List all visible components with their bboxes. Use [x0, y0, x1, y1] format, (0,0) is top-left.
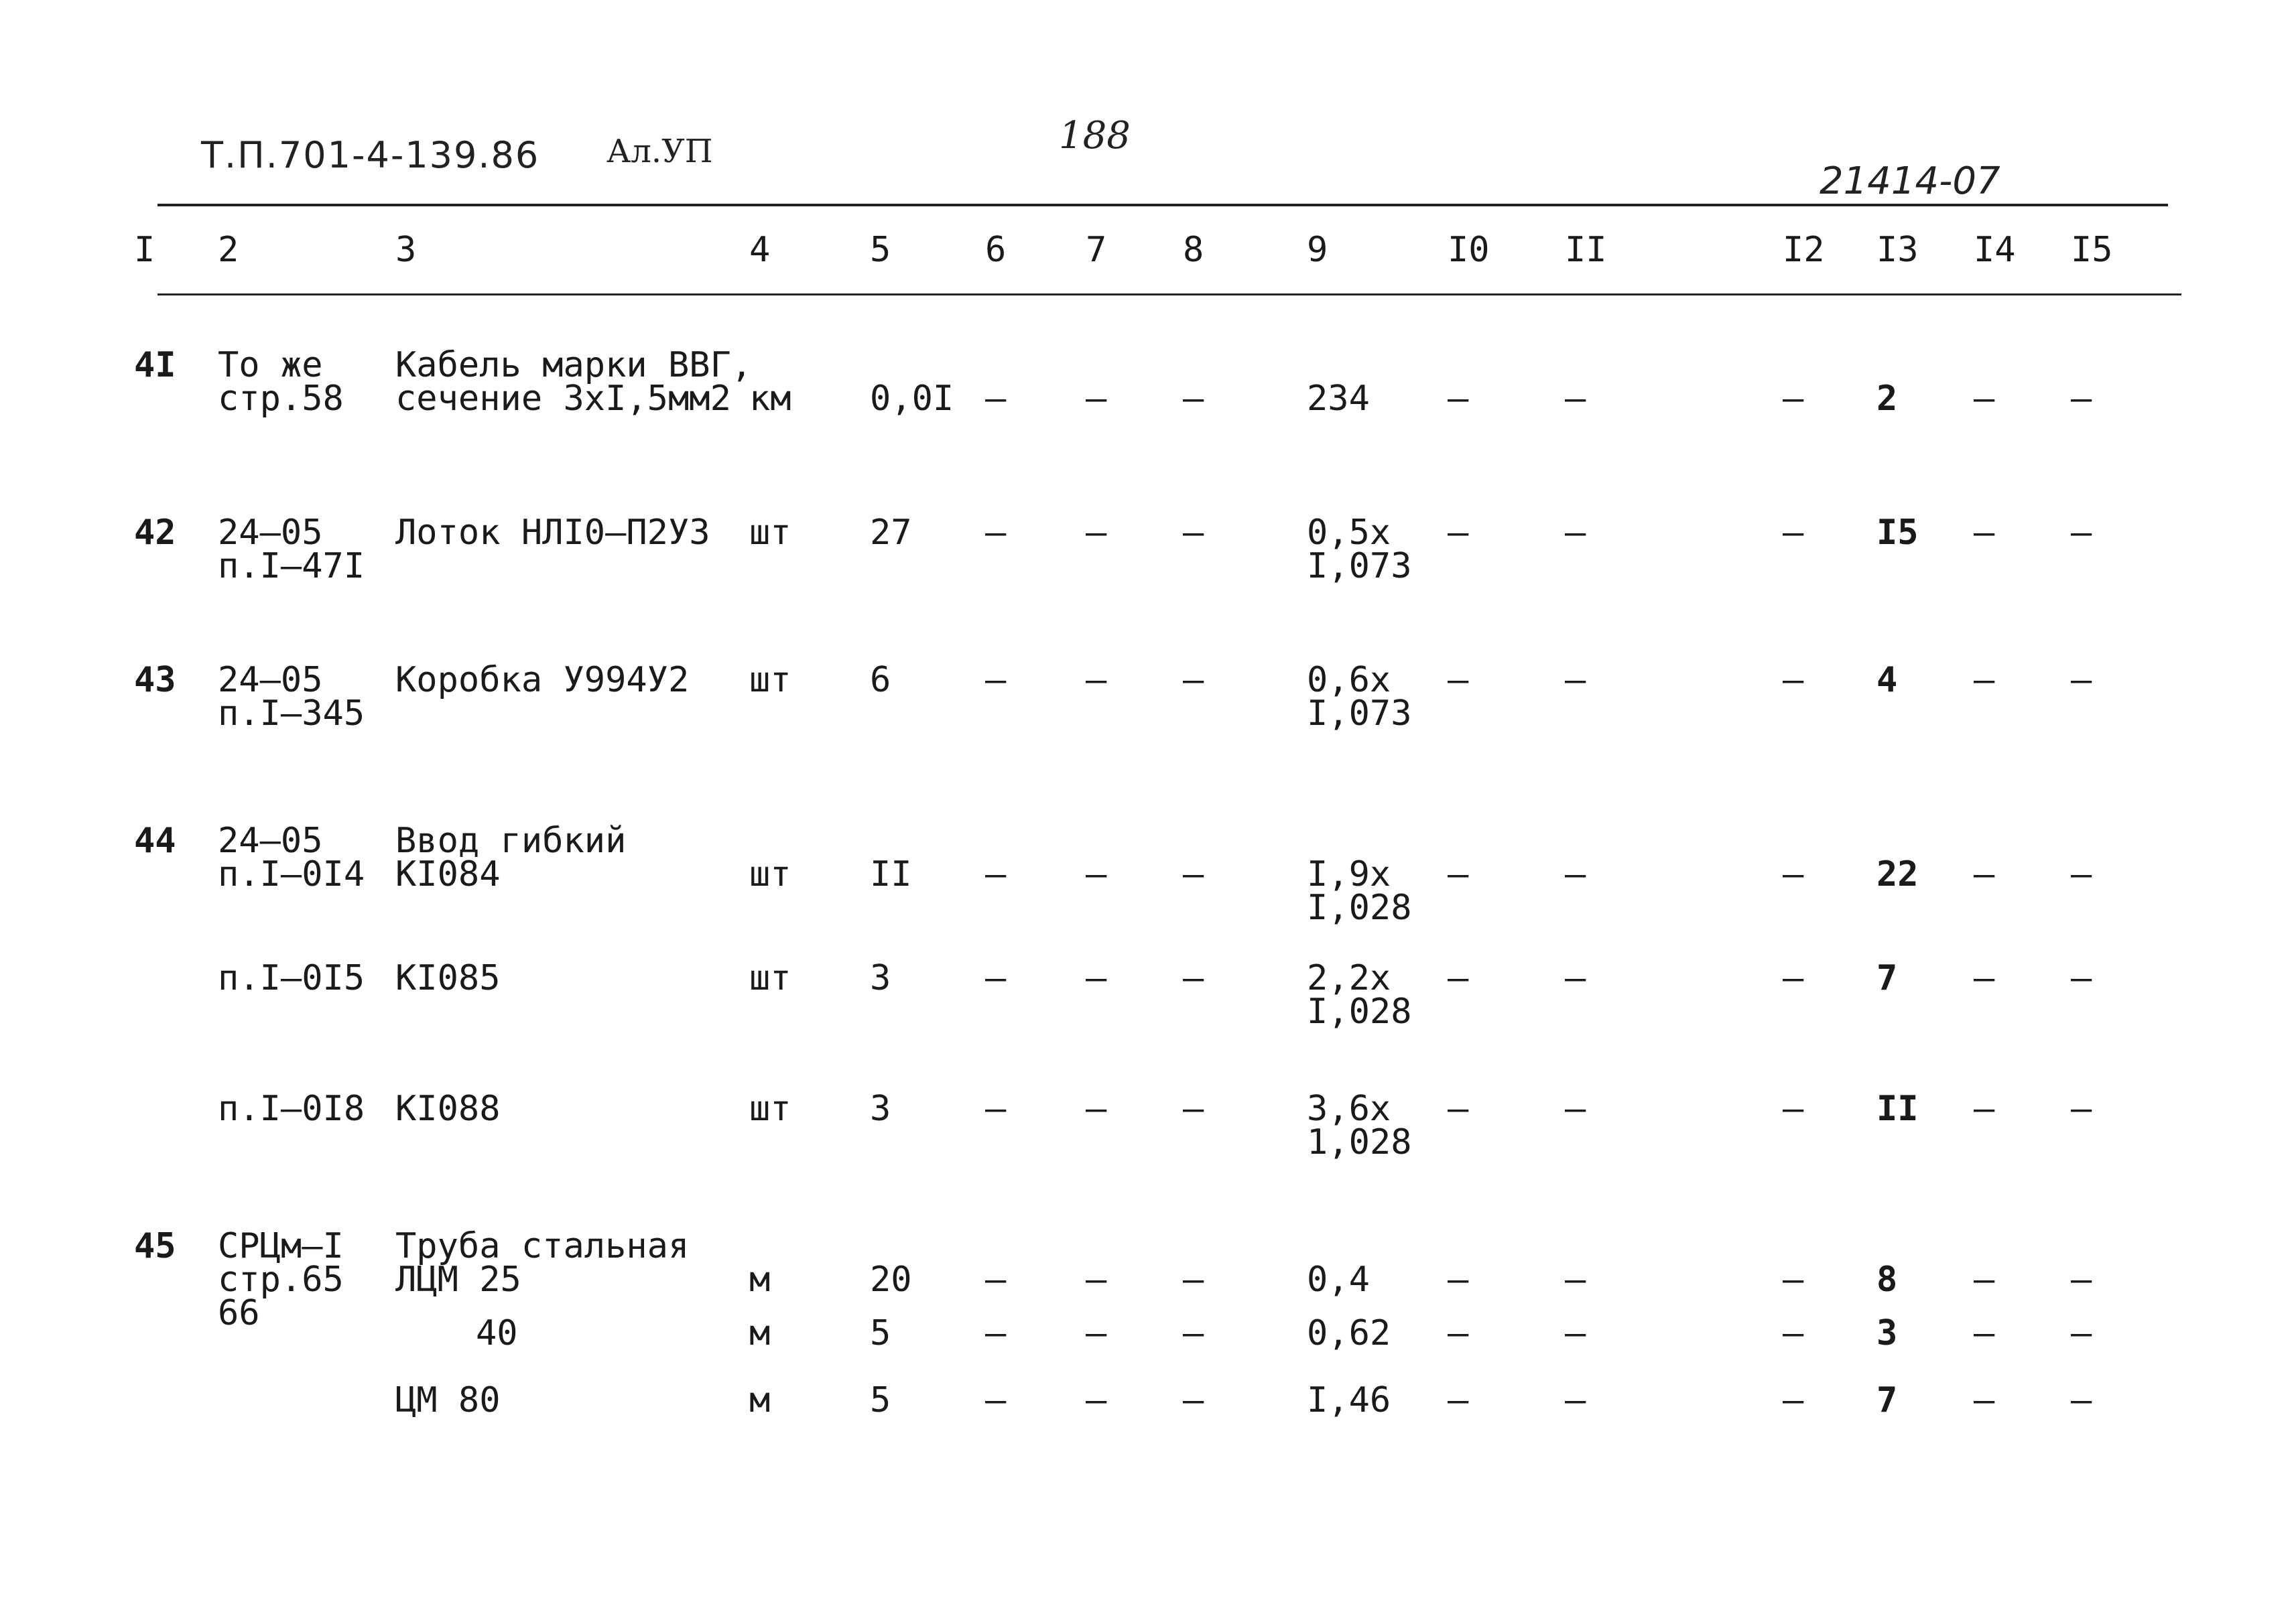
- cell-col-15: –: [2071, 1260, 2092, 1300]
- cell-col-8: –: [1183, 660, 1204, 700]
- cell-quantity: II: [870, 854, 912, 894]
- sheet-label: Ал.УП: [607, 133, 713, 170]
- cell-col-13: 7: [1876, 958, 1898, 998]
- cell-col-12: –: [1783, 1260, 1804, 1300]
- cell-col-9: 234: [1307, 379, 1370, 419]
- cell-quantity: 5: [870, 1380, 891, 1420]
- cell-col-6: –: [985, 1380, 1007, 1420]
- column-header-15: I5: [2071, 230, 2113, 270]
- cell-col-12: –: [1783, 660, 1804, 700]
- cell-unit: м: [749, 1313, 771, 1353]
- cell-col-8: –: [1183, 1089, 1204, 1129]
- cell-reference: 24–05 п.I–345: [218, 660, 365, 734]
- cell-col-10: –: [1448, 854, 1469, 894]
- cell-col-15: –: [2071, 854, 2092, 894]
- cell-row-number: 45: [134, 1226, 176, 1266]
- cell-col-8: –: [1183, 513, 1204, 553]
- cell-quantity: 6: [870, 660, 891, 700]
- column-header-13: I3: [1876, 230, 1919, 270]
- cell-col-6: –: [985, 660, 1007, 700]
- cell-col-10: –: [1448, 1260, 1469, 1300]
- cell-col-7: –: [1086, 1260, 1107, 1300]
- cell-col-11: –: [1565, 660, 1586, 700]
- cell-item-name: Кабель марки ВВГ, сечение 3хI,5мм2: [395, 345, 753, 419]
- cell-item-name: Коробка У994У2: [395, 660, 690, 700]
- cell-col-14: –: [1974, 1089, 1995, 1129]
- column-header-5: 5: [870, 230, 891, 270]
- cell-col-9: I,9х I,028: [1307, 854, 1412, 928]
- cell-row-number: 4I: [134, 345, 176, 385]
- cell-col-13: I5: [1876, 513, 1919, 553]
- cell-reference: СРЦм–I стр.65 66: [218, 1226, 344, 1333]
- cell-col-6: –: [985, 958, 1007, 998]
- cell-col-9: 0,5х I,073: [1307, 513, 1412, 586]
- column-header-4: 4: [749, 230, 771, 270]
- cell-col-8: –: [1183, 1260, 1204, 1300]
- column-header-11: II: [1565, 230, 1607, 270]
- cell-quantity: 3: [870, 958, 891, 998]
- cell-col-15: –: [2071, 660, 2092, 700]
- cell-col-6: –: [985, 1313, 1007, 1353]
- cell-unit: м: [749, 1260, 771, 1300]
- cell-col-11: –: [1565, 1260, 1586, 1300]
- cell-col-12: –: [1783, 958, 1804, 998]
- cell-col-7: –: [1086, 854, 1107, 894]
- cell-col-13: 4: [1876, 660, 1898, 700]
- cell-col-11: –: [1565, 1089, 1586, 1129]
- cell-col-6: –: [985, 854, 1007, 894]
- cell-col-7: –: [1086, 513, 1107, 553]
- cell-col-10: –: [1448, 1380, 1469, 1420]
- cell-col-7: –: [1086, 958, 1107, 998]
- cell-unit: м: [749, 1380, 771, 1420]
- cell-unit: шт: [749, 854, 791, 894]
- cell-col-11: –: [1565, 1380, 1586, 1420]
- cell-quantity: 5: [870, 1313, 891, 1353]
- cell-row-number: 43: [134, 660, 176, 700]
- cell-col-15: –: [2071, 1380, 2092, 1420]
- cell-col-13: 2: [1876, 379, 1898, 419]
- cell-unit: км: [749, 379, 791, 419]
- cell-col-12: –: [1783, 854, 1804, 894]
- cell-col-7: –: [1086, 379, 1107, 419]
- cell-reference: 24–05 п.I–0I4: [218, 821, 365, 894]
- cell-quantity: 20: [870, 1260, 912, 1300]
- column-header-12: I2: [1783, 230, 1825, 270]
- column-header-9: 9: [1307, 230, 1328, 270]
- cell-col-15: –: [2071, 958, 2092, 998]
- column-header-14: I4: [1974, 230, 2016, 270]
- column-header-10: I0: [1448, 230, 1490, 270]
- cell-reference: 24–05 п.I–47I: [218, 513, 365, 586]
- cell-item-name: КI088: [395, 1089, 501, 1129]
- cell-row-number: 44: [134, 821, 176, 861]
- cell-unit: шт: [749, 660, 791, 700]
- cell-col-7: –: [1086, 1313, 1107, 1353]
- cell-col-10: –: [1448, 379, 1469, 419]
- cell-item-name: ЦМ 80: [395, 1380, 501, 1420]
- cell-col-15: –: [2071, 1089, 2092, 1129]
- cell-col-14: –: [1974, 958, 1995, 998]
- cell-col-13: 22: [1876, 854, 1919, 894]
- cell-col-8: –: [1183, 1313, 1204, 1353]
- cell-col-6: –: [985, 379, 1007, 419]
- cell-col-8: –: [1183, 958, 1204, 998]
- header-rule: [157, 293, 2181, 295]
- cell-item-name: Труба стальная ЛЦМ 25: [395, 1226, 690, 1300]
- cell-col-9: 3,6х 1,028: [1307, 1089, 1412, 1162]
- column-header-6: 6: [985, 230, 1007, 270]
- cell-col-15: –: [2071, 513, 2092, 553]
- cell-reference: То же стр.58: [218, 345, 344, 419]
- cell-quantity: 27: [870, 513, 912, 553]
- page-number: 188: [1059, 114, 1131, 157]
- column-header-8: 8: [1183, 230, 1204, 270]
- cell-col-14: –: [1974, 1380, 1995, 1420]
- cell-col-6: –: [985, 1260, 1007, 1300]
- cell-item-name: 40: [476, 1313, 518, 1353]
- cell-col-7: –: [1086, 1380, 1107, 1420]
- cell-item-name: Ввод гибкий КI084: [395, 821, 627, 894]
- column-header-2: 2: [218, 230, 239, 270]
- column-header-1: I: [134, 230, 155, 270]
- top-rule: [157, 204, 2168, 206]
- cell-col-11: –: [1565, 854, 1586, 894]
- cell-col-6: –: [985, 513, 1007, 553]
- inventory-number: 21414-07: [1820, 159, 2000, 203]
- cell-col-15: –: [2071, 1313, 2092, 1353]
- cell-unit: шт: [749, 513, 791, 553]
- cell-unit: шт: [749, 958, 791, 998]
- cell-col-9: 0,6х I,073: [1307, 660, 1412, 734]
- cell-col-7: –: [1086, 1089, 1107, 1129]
- cell-item-name: КI085: [395, 958, 501, 998]
- cell-col-12: –: [1783, 1380, 1804, 1420]
- cell-col-8: –: [1183, 379, 1204, 419]
- column-header-7: 7: [1086, 230, 1107, 270]
- document-code: Т.П.701-4-139.86: [201, 134, 540, 176]
- cell-quantity: 0,0I: [870, 379, 954, 419]
- cell-col-10: –: [1448, 958, 1469, 998]
- cell-col-14: –: [1974, 660, 1995, 700]
- cell-quantity: 3: [870, 1089, 891, 1129]
- cell-col-14: –: [1974, 854, 1995, 894]
- cell-col-11: –: [1565, 379, 1586, 419]
- cell-col-15: –: [2071, 379, 2092, 419]
- cell-col-10: –: [1448, 1089, 1469, 1129]
- cell-col-9: 2,2х I,028: [1307, 958, 1412, 1032]
- cell-col-11: –: [1565, 958, 1586, 998]
- cell-col-6: –: [985, 1089, 1007, 1129]
- cell-col-14: –: [1974, 513, 1995, 553]
- column-header-3: 3: [395, 230, 417, 270]
- cell-reference: п.I–0I8: [218, 1089, 365, 1129]
- cell-col-13: 7: [1876, 1380, 1898, 1420]
- cell-col-10: –: [1448, 1313, 1469, 1353]
- cell-col-13: 3: [1876, 1313, 1898, 1353]
- cell-col-12: –: [1783, 379, 1804, 419]
- cell-col-9: I,46: [1307, 1380, 1391, 1420]
- cell-col-13: 8: [1876, 1260, 1898, 1300]
- cell-col-14: –: [1974, 379, 1995, 419]
- cell-col-9: 0,62: [1307, 1313, 1391, 1353]
- cell-col-11: –: [1565, 513, 1586, 553]
- cell-row-number: 42: [134, 513, 176, 553]
- cell-col-12: –: [1783, 1089, 1804, 1129]
- cell-unit: шт: [749, 1089, 791, 1129]
- cell-reference: п.I–0I5: [218, 958, 365, 998]
- cell-col-9: 0,4: [1307, 1260, 1370, 1300]
- cell-col-8: –: [1183, 854, 1204, 894]
- cell-col-14: –: [1974, 1260, 1995, 1300]
- cell-col-14: –: [1974, 1313, 1995, 1353]
- cell-col-11: –: [1565, 1313, 1586, 1353]
- cell-item-name: Лоток НЛI0–П2У3: [395, 513, 710, 553]
- cell-col-12: –: [1783, 513, 1804, 553]
- cell-col-7: –: [1086, 660, 1107, 700]
- cell-col-13: II: [1876, 1089, 1919, 1129]
- cell-col-10: –: [1448, 513, 1469, 553]
- cell-col-8: –: [1183, 1380, 1204, 1420]
- cell-col-10: –: [1448, 660, 1469, 700]
- cell-col-12: –: [1783, 1313, 1804, 1353]
